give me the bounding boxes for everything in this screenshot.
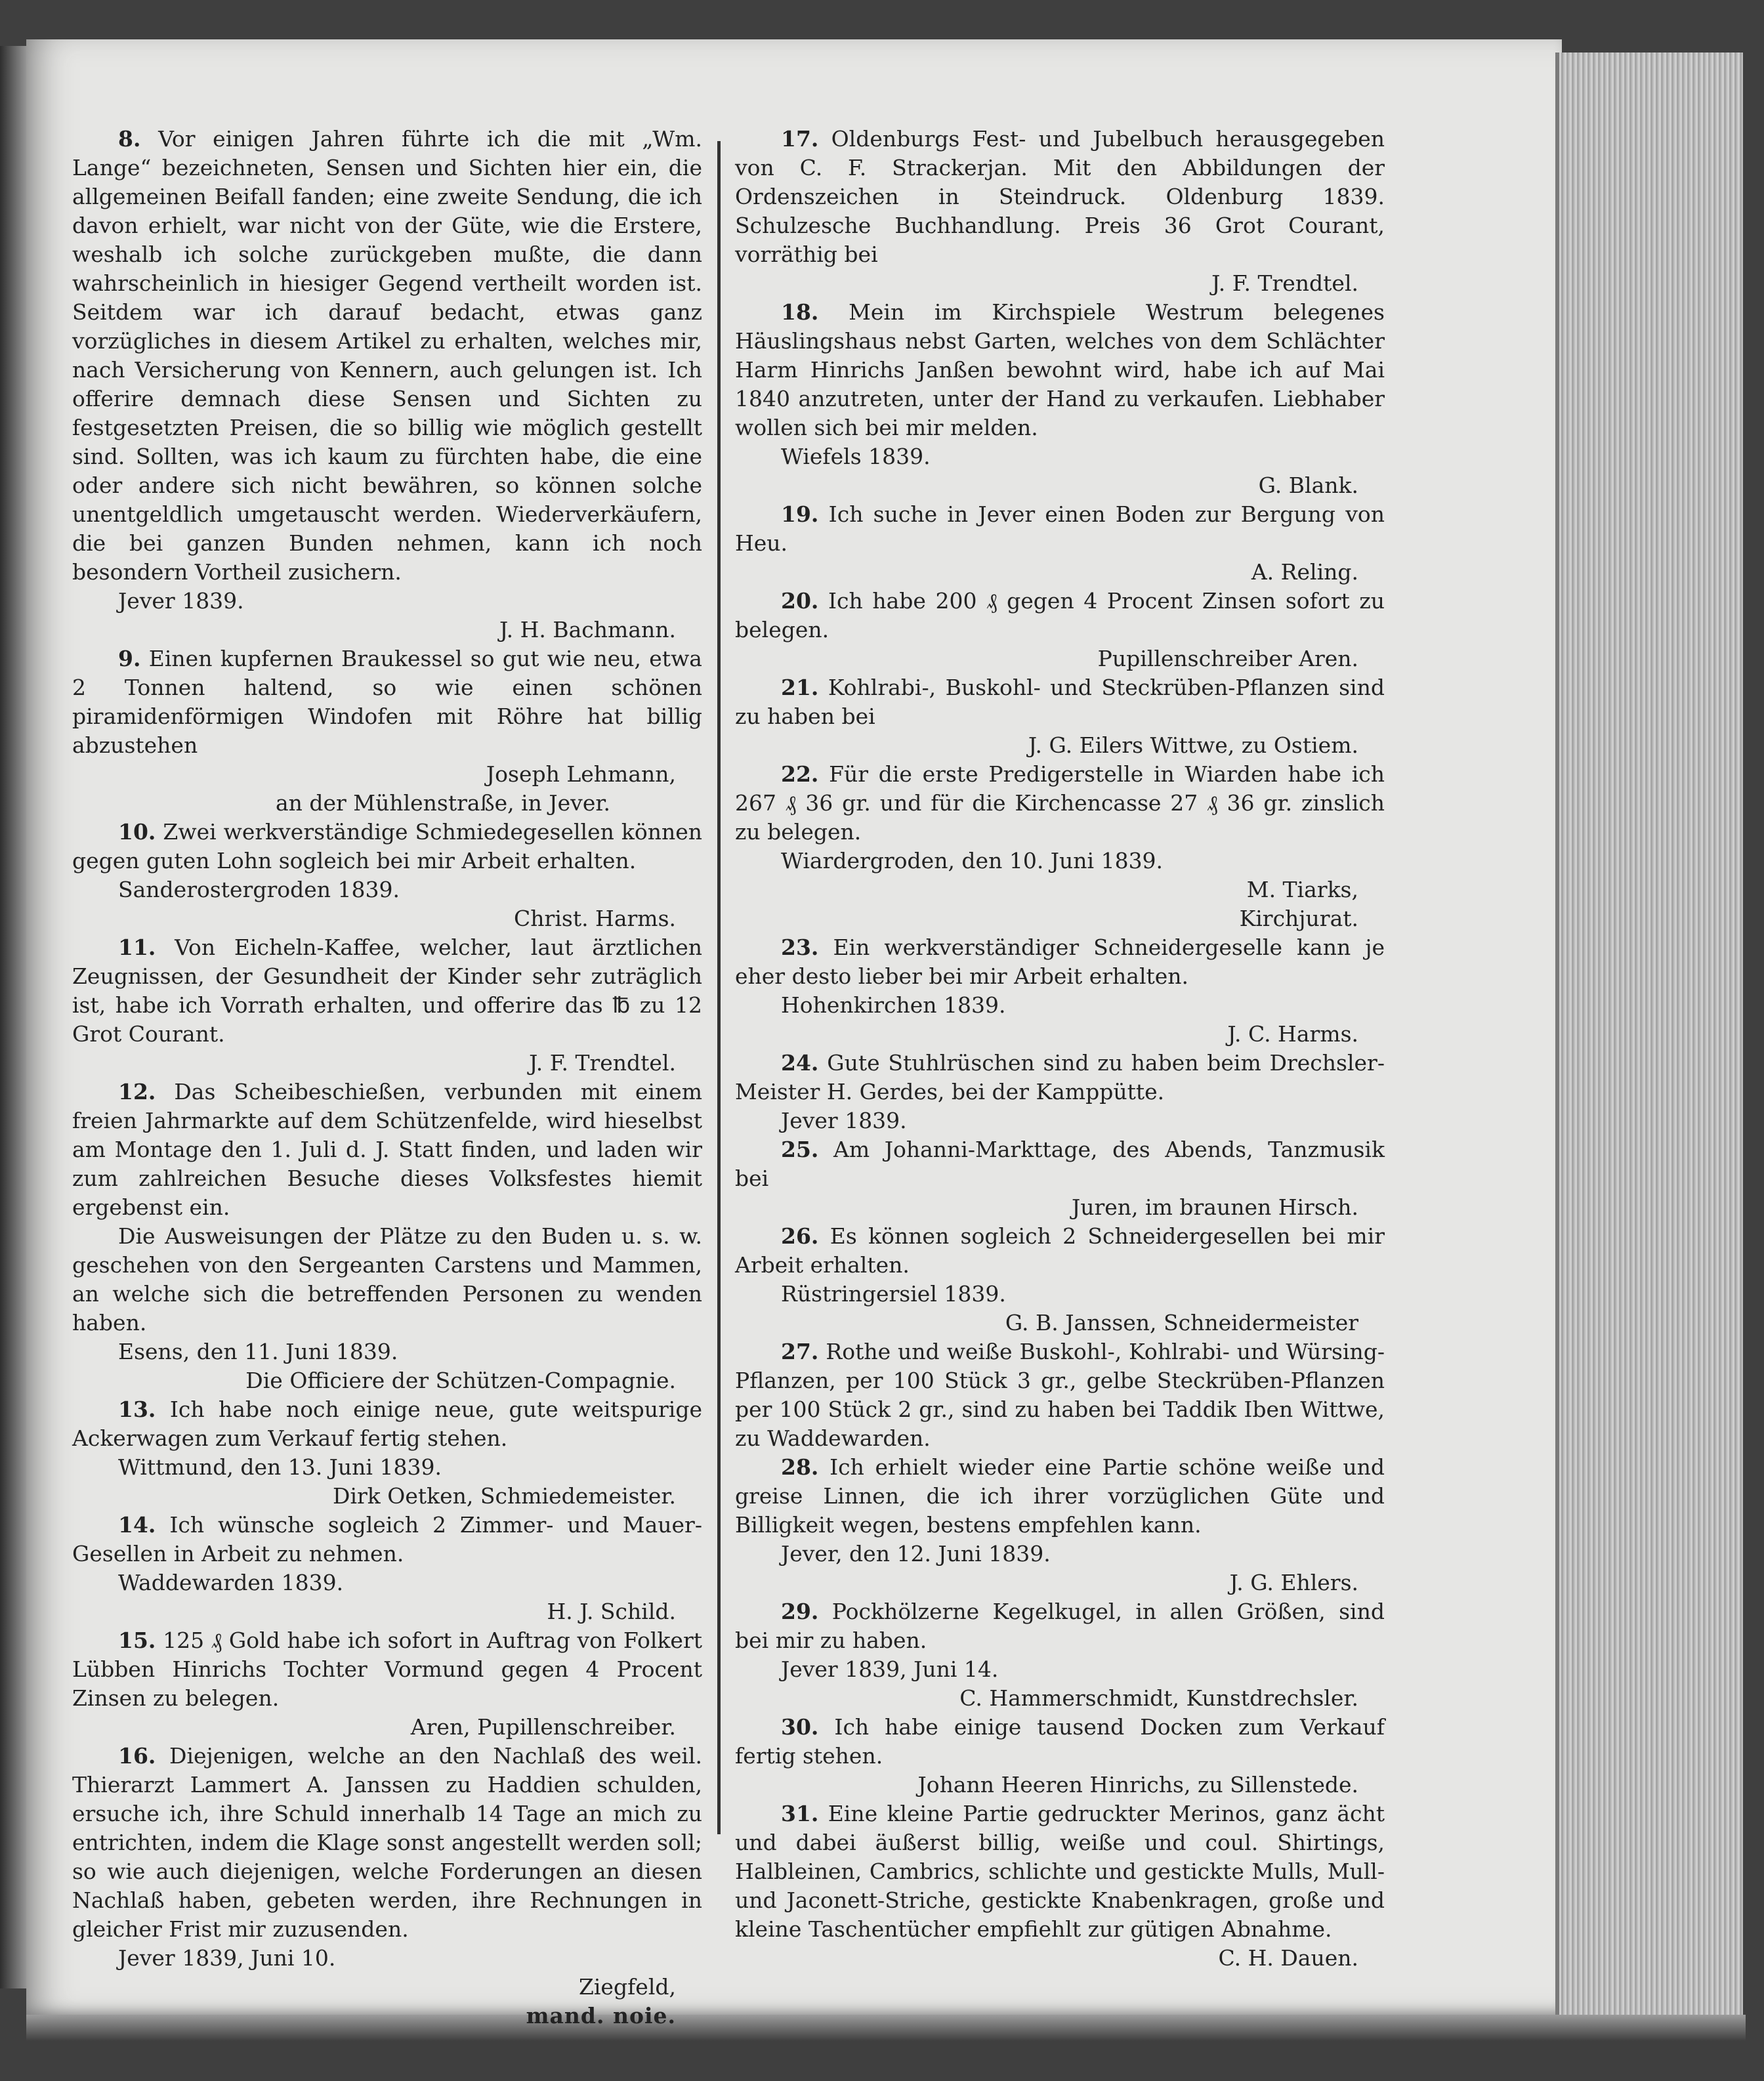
ad-paragraph bbox=[72, 818, 702, 875]
ad-paragraph bbox=[735, 1222, 1385, 1280]
ad-signature: Joseph Lehmann, bbox=[486, 761, 676, 787]
ad-number: 21. bbox=[781, 675, 819, 700]
ad-number: 29. bbox=[781, 1599, 819, 1624]
ad-text: Ein werkverständiger Schneidergeselle kann je eher desto lieber bei mir Arbeit erhalten. bbox=[735, 935, 1385, 989]
ad-paragraph bbox=[72, 644, 702, 760]
ad-number: 27. bbox=[781, 1339, 819, 1364]
ad-paragraph bbox=[735, 1135, 1385, 1193]
ad-signature: M. Tiarks, bbox=[1246, 877, 1358, 902]
ad-paragraph bbox=[735, 1049, 1385, 1106]
ad-place-date: Sanderostergroden 1839. bbox=[118, 877, 400, 902]
advertisement bbox=[72, 1078, 702, 1395]
advertisement bbox=[735, 298, 1385, 500]
ad-number: 22. bbox=[781, 761, 819, 787]
ad-text: Für die erste Predigerstelle in Wiarden habe ich 267 ₰ 36 gr. und für die Kirchencasse 27 ₰ 36 gr. zinslich zu belegen. bbox=[735, 761, 1385, 845]
ad-paragraph bbox=[72, 933, 702, 1049]
advertisement bbox=[72, 818, 702, 933]
ad-number: 31. bbox=[781, 1801, 819, 1826]
ad-place-date: Esens, den 11. Juni 1839. bbox=[118, 1339, 398, 1364]
ad-signature: J. F. Trendtel. bbox=[1211, 270, 1358, 296]
ad-paragraph bbox=[735, 1597, 1385, 1655]
ad-number: 15. bbox=[118, 1628, 156, 1653]
ad-number: 17. bbox=[781, 126, 819, 152]
ad-place-date: Jever 1839. bbox=[118, 588, 244, 614]
ad-signature: J. G. Ehlers. bbox=[1229, 1570, 1358, 1595]
ad-signature: Dirk Oetken, Schmiedemeister. bbox=[333, 1483, 676, 1509]
advertisement bbox=[735, 673, 1385, 760]
ad-paragraph bbox=[735, 1713, 1385, 1771]
ad-number: 26. bbox=[781, 1223, 819, 1249]
ad-paragraph bbox=[72, 125, 702, 587]
ad-paragraph bbox=[735, 587, 1385, 644]
advertisement bbox=[735, 1453, 1385, 1597]
ad-text: Vor einigen Jahren führte ich die mit „Wm. Lange“ bezeichneten, Sensen und Sichten hier ein, die allgemeinen Beifall fanden; eine zweite Sendung, die ich davon erhielt, war nicht von der Güte, wie die Erstere, weshalb ich solche zurückgeben mußte, die dann wahrscheinlich in hiesiger Gegend vertheilt worden ist. Seitdem war ich darauf bedacht, etwas ganz vorzügliches in diesem Artikel zu erhalten, welches mir, nach Versicherung von Kennern, auch gelungen ist. Ich offerire demnach diese Sensen und Sichten zu festgesetzten Preisen, die so billig wie möglich gestellt sind. Sollten, was ich kaum zu fürchten habe, die eine oder andere sich nicht bewähren, so können solche unentgeldlich umgetauscht werden. Wiederverkäufern, die bei ganzen Bunden nehmen, kann ich noch besondern Vortheil zusichern. bbox=[72, 126, 702, 585]
advertisement bbox=[72, 933, 702, 1078]
ad-text: Gute Stuhlrüschen sind zu haben beim Drechsler-Meister H. Gerdes, bei der Kamppütte. bbox=[735, 1050, 1385, 1104]
ad-signature: Ziegfeld, bbox=[578, 1974, 676, 2000]
ad-signature: Kirchjurat. bbox=[1239, 906, 1358, 931]
ad-paragraph bbox=[72, 1626, 702, 1713]
ad-signature: C. Hammerschmidt, Kunstdrechsler. bbox=[959, 1685, 1358, 1711]
ad-signature: an der Mühlenstraße, in Jever. bbox=[275, 790, 610, 816]
ad-number: 12. bbox=[118, 1079, 156, 1104]
advertisement bbox=[735, 1135, 1385, 1222]
ad-paragraph bbox=[735, 1799, 1385, 1944]
ad-text: Ich erhielt wieder eine Partie schöne weiße und greise Linnen, die ich ihrer vorzüglichen Güte und Billigkeit wegen, bestens empfehlen kann. bbox=[735, 1454, 1385, 1538]
ad-signature: J. F. Trendtel. bbox=[529, 1050, 676, 1076]
ad-number: 30. bbox=[781, 1714, 819, 1740]
ad-text: Am Johanni-Markttage, des Abends, Tanzmusik bei bbox=[735, 1137, 1385, 1191]
ad-text: Rothe und weiße Buskohl-, Kohlrabi- und Würsing-Pflanzen, per 100 Stück 3 gr., gelbe Steckrüben-Pflanzen per 100 Stück 2 gr., sind zu haben bei Taddik Iben Wittwe, zu Waddewarden. bbox=[735, 1339, 1385, 1451]
ad-place-date: Waddewarden 1839. bbox=[118, 1570, 344, 1595]
ad-place-date: Jever 1839, Juni 14. bbox=[781, 1656, 999, 1682]
ad-text: Zwei werkverständige Schmiedegesellen können gegen guten Lohn sogleich bei mir Arbeit erhalten. bbox=[72, 819, 702, 873]
advertisement bbox=[735, 933, 1385, 1049]
advertisement bbox=[735, 587, 1385, 673]
advertisement bbox=[72, 1511, 702, 1626]
ad-text: Es können sogleich 2 Schneidergesellen bei mir Arbeit erhalten. bbox=[735, 1223, 1385, 1278]
ad-paragraph bbox=[735, 933, 1385, 991]
ad-text: Mein im Kirchspiele Westrum belegenes Häuslingshaus nebst Garten, welches von dem Schlächter Harm Hinrichs Janßen bewohnt wird, habe ich auf Mai 1840 anzutreten, unter der Hand zu verkaufen. Liebhaber wollen sich bei mir melden. bbox=[735, 299, 1385, 440]
ad-paragraph bbox=[735, 1337, 1385, 1453]
ad-number: 8. bbox=[118, 126, 141, 152]
ad-signature: Aren, Pupillenschreiber. bbox=[410, 1714, 676, 1740]
advertisement bbox=[735, 1049, 1385, 1135]
ad-number: 23. bbox=[781, 935, 819, 960]
advertisement bbox=[735, 1222, 1385, 1337]
ad-number: 24. bbox=[781, 1050, 819, 1076]
advertisement bbox=[72, 1626, 702, 1742]
ad-signature: Die Officiere der Schützen-Compagnie. bbox=[245, 1368, 676, 1393]
ad-paragraph bbox=[735, 500, 1385, 558]
ad-text: Oldenburgs Fest- und Jubelbuch herausgegeben von C. F. Strackerjan. Mit den Abbildungen der Ordenszeichen in Steindruck. Oldenburg 1839. Schulzesche Buchhandlung. Preis 36 Grot Courant, vorräthig bei bbox=[735, 126, 1385, 267]
ad-text: Ich habe einige tausend Docken zum Verkauf fertig stehen. bbox=[735, 1714, 1385, 1769]
ad-number: 16. bbox=[118, 1743, 156, 1769]
ad-paragraph bbox=[735, 673, 1385, 731]
ad-text: Ich habe 200 ₰ gegen 4 Procent Zinsen sofort zu belegen. bbox=[735, 588, 1385, 642]
column-divider bbox=[717, 141, 721, 1834]
ad-place-date: Jever 1839. bbox=[781, 1108, 907, 1133]
ad-place-date: Jever, den 12. Juni 1839. bbox=[781, 1541, 1051, 1566]
ad-place-date: Wittmund, den 13. Juni 1839. bbox=[118, 1454, 442, 1480]
ad-paragraph bbox=[735, 125, 1385, 269]
ad-text: 125 ₰ Gold habe ich sofort in Auftrag von Folkert Lübben Hinrichs Tochter Vormund gegen 4 Procent Zinsen zu belegen. bbox=[72, 1628, 702, 1711]
ad-text: Von Eicheln-Kaffee, welcher, laut ärztlichen Zeugnissen, der Gesundheit der Kinder sehr zuträglich ist, habe ich Vorrath erhalten, und offerire das ℔ zu 12 Grot Courant. bbox=[72, 935, 702, 1047]
ad-number: 9. bbox=[118, 646, 141, 671]
ad-signature: G. Blank. bbox=[1258, 473, 1358, 498]
ad-number: 20. bbox=[781, 588, 819, 614]
ad-signature: Christ. Harms. bbox=[514, 906, 676, 931]
advertisement bbox=[72, 1742, 702, 2030]
ad-paragraph bbox=[72, 1395, 702, 1453]
advertisement bbox=[735, 500, 1385, 587]
ad-text: Ich wünsche sogleich 2 Zimmer- und Mauer-Gesellen in Arbeit zu nehmen. bbox=[72, 1512, 702, 1566]
ad-number: 10. bbox=[118, 819, 156, 845]
advertisement bbox=[735, 760, 1385, 933]
ad-paragraph bbox=[72, 1742, 702, 1944]
advertisement bbox=[72, 644, 702, 818]
ad-text: Ich habe noch einige neue, gute weitspurige Ackerwagen zum Verkauf fertig stehen. bbox=[72, 1397, 702, 1451]
ad-place-date: Wiardergroden, den 10. Juni 1839. bbox=[781, 848, 1164, 873]
ad-signature: Juren, im braunen Hirsch. bbox=[1072, 1194, 1358, 1220]
ad-text: Pockhölzerne Kegelkugel, in allen Größen, sind bei mir zu haben. bbox=[735, 1599, 1385, 1653]
ad-paragraph bbox=[735, 760, 1385, 847]
ad-number: 25. bbox=[781, 1137, 819, 1162]
ad-signature: Pupillenschreiber Aren. bbox=[1097, 646, 1358, 671]
advertisement bbox=[72, 1395, 702, 1511]
ad-place-date: Rüstringersiel 1839. bbox=[781, 1281, 1006, 1307]
ad-text: Einen kupfernen Braukessel so gut wie neu, etwa 2 Tonnen haltend, so wie einen schönen piramidenförmigen Windofen mit Röhre hat billig abzustehen bbox=[72, 646, 702, 758]
ad-text: Ich suche in Jever einen Boden zur Bergung von Heu. bbox=[735, 501, 1385, 556]
left-column bbox=[72, 125, 702, 2030]
advertisement bbox=[735, 1337, 1385, 1453]
advertisement bbox=[735, 125, 1385, 298]
ad-paragraph-2: Die Ausweisungen der Plätze zu den Buden u. s. w. geschehen von den Sergeanten Carstens und Mammen, an welche sich die betreffenden Personen zu wenden haben. bbox=[72, 1223, 702, 1335]
ad-paragraph bbox=[72, 1078, 702, 1222]
book-fore-edge bbox=[1555, 53, 1743, 2015]
advertisement bbox=[735, 1713, 1385, 1799]
ad-number: 13. bbox=[118, 1397, 156, 1422]
ad-signature: J. C. Harms. bbox=[1227, 1021, 1358, 1047]
advertisement bbox=[735, 1799, 1385, 1973]
ad-signature: J. G. Eilers Wittwe, zu Ostiem. bbox=[1028, 732, 1358, 758]
ad-signature: H. J. Schild. bbox=[547, 1599, 676, 1624]
ad-text: Eine kleine Partie gedruckter Merinos, ganz ächt und dabei äußerst billig, weiße und coul. Shirtings, Halbleinen, Cambrics, schlichte und gestickte Mulls, Mull- und Jaconett-Striche, gestickte Knabenkragen, große und kleine Taschentücher empfiehlt zur gütigen Abnahme. bbox=[735, 1801, 1385, 1942]
ad-text: Kohlrabi-, Buskohl- und Steckrüben-Pflanzen sind zu haben bei bbox=[735, 675, 1385, 729]
advertisement bbox=[735, 1597, 1385, 1713]
ad-place-date: Wiefels 1839. bbox=[781, 444, 931, 469]
ad-paragraph bbox=[735, 298, 1385, 442]
ad-number: 28. bbox=[781, 1454, 819, 1480]
ad-text: Diejenigen, welche an den Nachlaß des weil. Thierarzt Lammert A. Janssen zu Haddien schulden, ersuche ich, ihre Schuld innerhalb 14 Tage an mich zu entrichten, indem die Klage sonst angestellt werden soll; so wie auch diejenigen, welche Forderungen an diesen Nachlaß haben, gebeten werden, ihre Rechnungen in gleicher Frist mir zuzusenden. bbox=[72, 1743, 702, 1942]
ad-number: 14. bbox=[118, 1512, 156, 1538]
ad-place-date: Jever 1839, Juni 10. bbox=[118, 1945, 336, 1971]
ad-place-date: Hohenkirchen 1839. bbox=[781, 992, 1006, 1018]
ad-signature: A. Reling. bbox=[1251, 559, 1358, 585]
ad-signature: G. B. Janssen, Schneidermeister bbox=[1005, 1310, 1358, 1335]
ad-number: 19. bbox=[781, 501, 819, 527]
ad-number: 11. bbox=[118, 935, 156, 960]
ad-number: 18. bbox=[781, 299, 819, 325]
ad-signature: Johann Heeren Hinrichs, zu Sillenstede. bbox=[917, 1772, 1358, 1797]
ad-signature: J. H. Bachmann. bbox=[499, 617, 676, 642]
ad-paragraph bbox=[735, 1453, 1385, 1540]
ad-signature-note: mand. noie. bbox=[526, 2003, 676, 2028]
ad-paragraph bbox=[72, 1511, 702, 1568]
advertisement bbox=[72, 125, 702, 644]
ad-signature: C. H. Dauen. bbox=[1218, 1945, 1358, 1971]
ad-text: Das Scheibeschießen, verbunden mit einem freien Jahrmarkte auf dem Schützenfelde, wird hieselbst am Montage den 1. Juli d. J. Statt finden, und laden wir zum zahlreichen Besuche dieses Volksfestes hiemit ergebenst ein. bbox=[72, 1079, 702, 1220]
right-column bbox=[735, 125, 1385, 1973]
